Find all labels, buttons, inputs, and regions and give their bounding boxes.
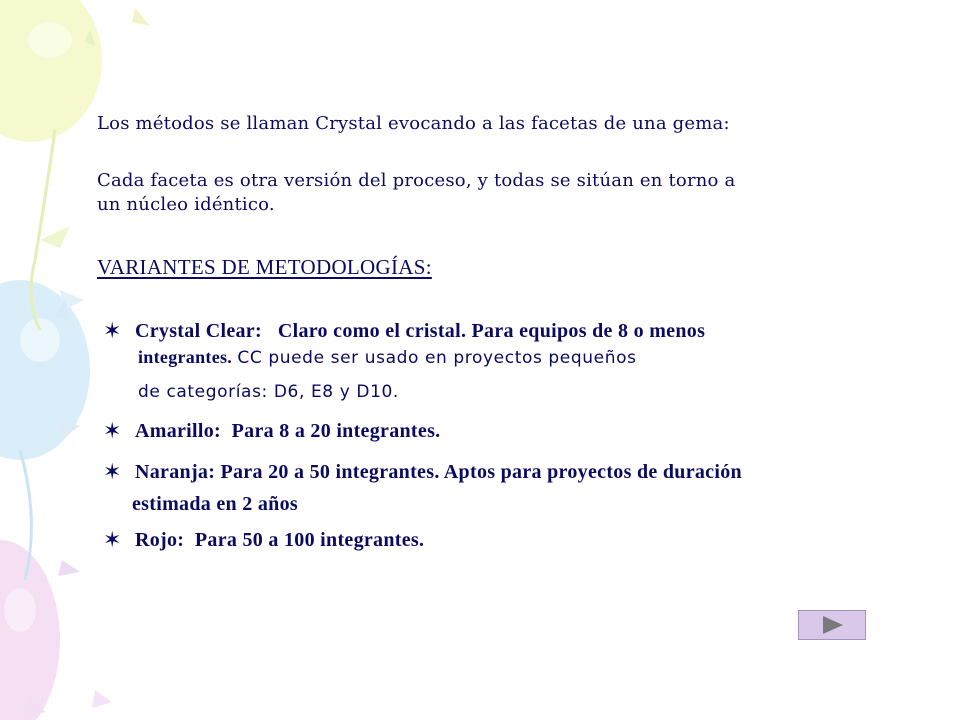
bullet-star-icon: ✶ [103, 318, 122, 343]
bullet-text: Claro como el cristal. Para equipos de 8 o menos [277, 320, 706, 342]
bullet-term: Rojo: [135, 529, 185, 551]
pink-balloon [0, 540, 60, 720]
bullet-star-icon: ✶ [103, 418, 122, 443]
bullet-naranja-continuation [132, 491, 298, 517]
bullet-star-icon: ✶ [103, 527, 122, 552]
next-slide-button[interactable] [798, 610, 866, 640]
bullet-naranja [103, 459, 742, 485]
bullet-crystal-clear [103, 318, 705, 344]
bullet-text: Para 50 a 100 integrantes. [194, 529, 425, 551]
section-heading: VARIANTES DE METODOLOGÍAS: [97, 255, 432, 279]
yellow-balloon [0, 0, 102, 142]
bullet-cont-text-2: de categorías: D6, E8 y D10. [138, 382, 399, 402]
bullet-crystal-clear-continuation [138, 344, 637, 371]
bullet-term: Amarillo: [135, 420, 222, 442]
bullet-term: Naranja: [135, 461, 216, 483]
bullet-amarillo [103, 418, 440, 444]
play-right-icon [799, 611, 865, 639]
bullet-term: Crystal Clear: [135, 320, 262, 342]
bullet-text: Para 20 a 50 integrantes. Aptos para proyectos de duración [220, 461, 742, 483]
blue-balloon [0, 280, 90, 460]
bullet-cont-text: estimada en 2 años [132, 493, 298, 515]
bullet-cont-text: CC puede ser usado en proyectos pequeños [237, 348, 637, 368]
bullet-text: Para 8 a 20 integrantes. [231, 420, 441, 442]
intro-line-2: Cada faceta es otra versión del proceso, y todas se sitúan en torno a [97, 170, 736, 191]
intro-line-1: Los métodos se llaman Crystal evocando a las facetas de una gema: [97, 113, 730, 134]
intro-line-3: un núcleo idéntico. [97, 194, 275, 215]
bullet-rojo [103, 527, 424, 553]
bullet-star-icon: ✶ [103, 459, 122, 484]
bullet-cont-bold: integrantes. [138, 347, 233, 367]
bullet-crystal-clear-continuation-2 [138, 378, 399, 405]
